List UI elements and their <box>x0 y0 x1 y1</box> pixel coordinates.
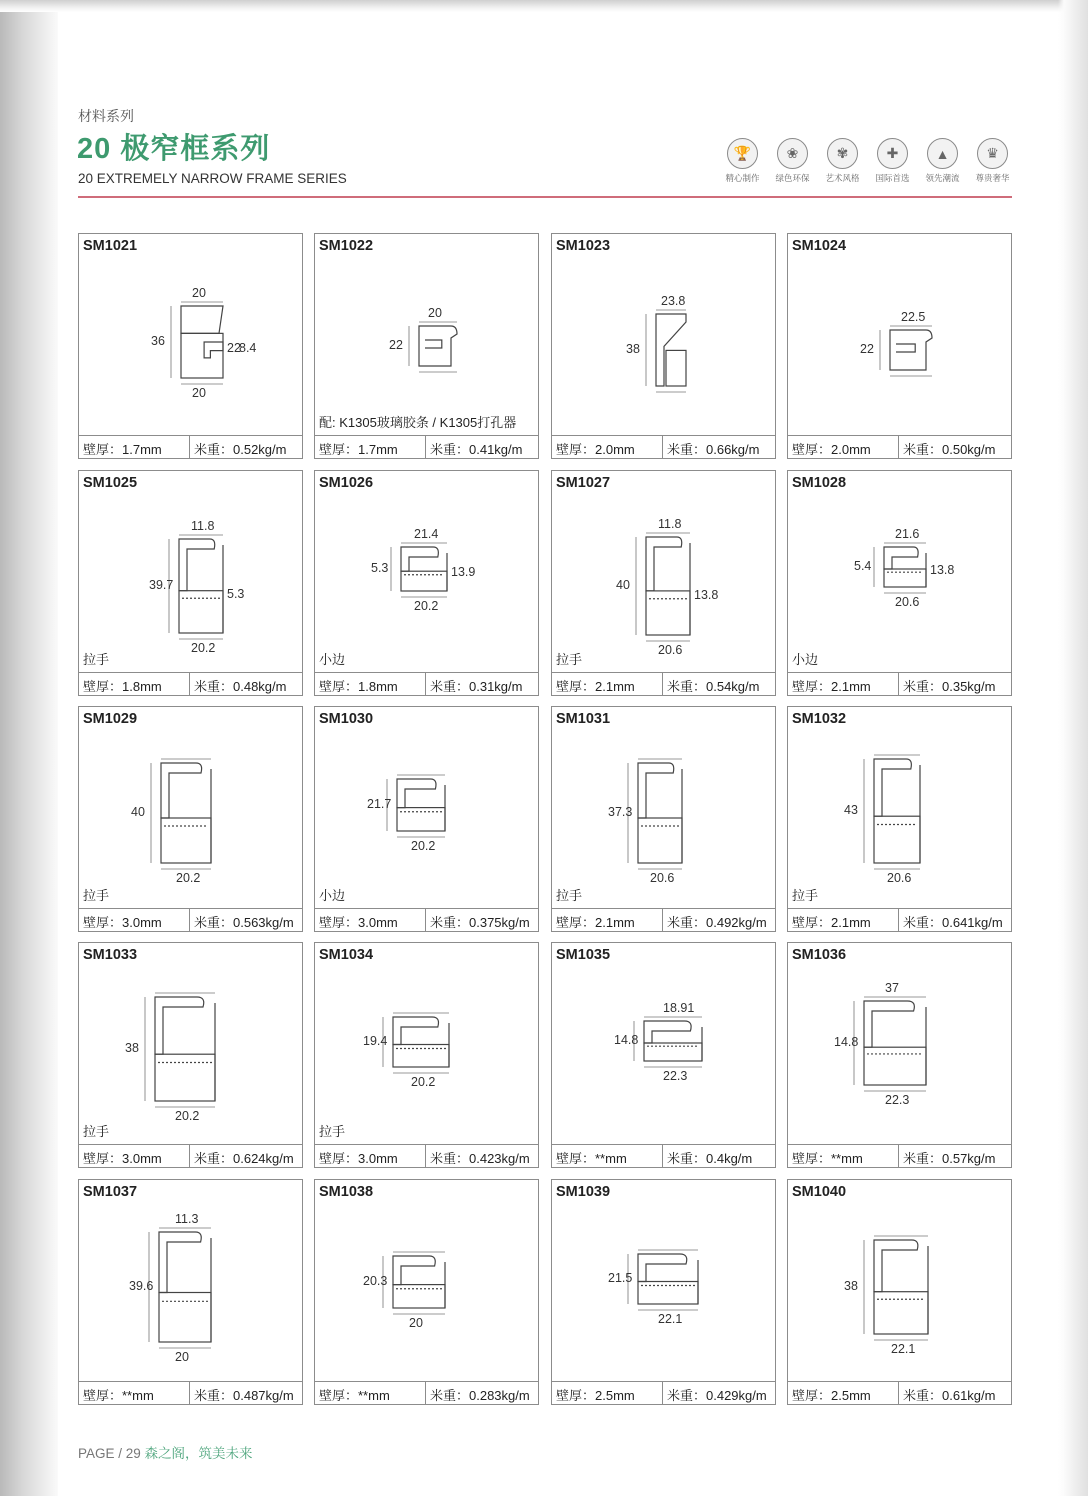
profile-drawing <box>788 943 1013 1143</box>
product-note: 小边 <box>792 652 819 667</box>
dimension-label: 38 <box>844 1279 858 1293</box>
dimension-label: 18.91 <box>663 1001 695 1015</box>
product-card <box>551 706 776 932</box>
meter-weight: 米重：0.641kg/m <box>903 915 1003 930</box>
spec-row <box>552 1144 775 1167</box>
profile-drawing <box>552 234 777 434</box>
dimension-label: 22 <box>860 342 874 356</box>
spec-row <box>788 1144 1011 1167</box>
dimension-label: 21.5 <box>608 1271 633 1285</box>
plant-icon: ✾ <box>827 138 858 169</box>
product-card <box>787 233 1012 459</box>
dimension-label: 38 <box>626 342 640 356</box>
dimension-label: 21.7 <box>367 797 392 811</box>
feature-label: 绿色环保 <box>775 173 810 183</box>
product-card <box>787 1179 1012 1405</box>
profile-drawing <box>79 1180 304 1380</box>
feature-label: 艺术风格 <box>825 173 860 183</box>
wall-thickness: 壁厚：2.1mm <box>552 673 663 695</box>
meter-weight: 米重：0.50kg/m <box>903 442 996 457</box>
product-code: SM1025 <box>83 475 138 491</box>
meter-weight: 米重：0.54kg/m <box>667 679 760 694</box>
product-card <box>787 942 1012 1168</box>
product-note: 小边 <box>319 652 346 667</box>
spec-row <box>552 1381 775 1404</box>
dimension-label: 20.2 <box>176 871 201 885</box>
product-note: 拉手 <box>83 652 110 667</box>
product-card <box>551 470 776 696</box>
wall-thickness: 壁厚：2.0mm <box>552 436 663 458</box>
trophy-icon: 🏆 <box>727 138 758 169</box>
feature-label: 尊贵奢华 <box>975 173 1010 183</box>
dimension-label: 11.3 <box>175 1212 199 1226</box>
product-note: 拉手 <box>556 888 583 903</box>
wall-thickness: 壁厚：3.0mm <box>79 909 190 931</box>
crown-icon: ♛ <box>977 138 1008 169</box>
dimension-label: 22.1 <box>891 1342 916 1356</box>
wall-thickness: 壁厚：1.7mm <box>79 436 190 458</box>
book-binding-shadow <box>0 0 58 1496</box>
dimension-label: 11.8 <box>658 517 682 531</box>
spec-row <box>788 1381 1011 1404</box>
dimension-label: 5.3 <box>227 587 245 602</box>
page-title: 20 极窄框系列 <box>77 133 271 165</box>
profile-drawing <box>788 471 1013 671</box>
profile-drawing <box>79 234 304 434</box>
spec-row <box>79 672 302 695</box>
dimension-label: 20.2 <box>411 1075 436 1089</box>
dimension-label: 38 <box>125 1041 139 1055</box>
dimension-label: 13.8 <box>694 587 719 602</box>
dimension-label: 22.3 <box>663 1069 688 1083</box>
spec-row <box>552 672 775 695</box>
dimension-label: 20.6 <box>895 595 920 609</box>
product-code: SM1023 <box>556 238 611 254</box>
product-card <box>787 470 1012 696</box>
page-number: PAGE / 29 <box>78 1446 141 1461</box>
product-code: SM1039 <box>556 1184 611 1200</box>
feature-plant <box>823 138 862 184</box>
dimension-label: 39.6 <box>129 1279 154 1293</box>
dimension-label: 5.4 <box>854 559 872 573</box>
spec-row <box>552 908 775 931</box>
wall-thickness: 壁厚：**mm <box>788 1145 899 1167</box>
product-card <box>78 706 303 932</box>
product-code: SM1036 <box>792 947 847 963</box>
product-note: 拉手 <box>556 652 583 667</box>
wall-thickness: 壁厚：**mm <box>552 1145 663 1167</box>
profile-drawing <box>315 1180 540 1380</box>
profile-drawing <box>315 234 540 434</box>
meter-weight: 米重：0.57kg/m <box>903 1151 996 1166</box>
dimension-label: 20 <box>192 386 206 400</box>
product-card <box>314 233 539 459</box>
dimension-label: 43 <box>844 803 858 817</box>
dimension-label: 21.4 <box>414 527 439 541</box>
dimension-label: 20.2 <box>175 1109 200 1123</box>
product-card <box>78 470 303 696</box>
dimension-label: 21.6 <box>895 527 920 541</box>
wall-thickness: 壁厚：2.5mm <box>552 1382 663 1404</box>
product-card <box>551 942 776 1168</box>
product-code: SM1032 <box>792 711 847 727</box>
spec-row <box>315 672 538 695</box>
meter-weight: 米重：0.563kg/m <box>194 915 294 930</box>
product-card <box>78 1179 303 1405</box>
spec-row <box>315 435 538 458</box>
feature-label: 精心制作 <box>725 173 760 183</box>
profile-drawing <box>552 1180 777 1380</box>
dimension-label: 22.1 <box>658 1312 683 1326</box>
wall-thickness: 壁厚：2.5mm <box>788 1382 899 1404</box>
globe-icon: ✚ <box>877 138 908 169</box>
meter-weight: 米重：0.66kg/m <box>667 442 760 457</box>
dimension-label: 20 <box>409 1316 423 1330</box>
product-card <box>314 1179 539 1405</box>
product-card <box>78 942 303 1168</box>
meter-weight: 米重：0.487kg/m <box>194 1388 294 1403</box>
wall-thickness: 壁厚：3.0mm <box>315 909 426 931</box>
feature-leaf <box>773 138 812 184</box>
product-card <box>551 233 776 459</box>
feature-icons <box>723 138 1012 184</box>
profile-drawing <box>315 471 540 671</box>
dimension-label: 22 <box>389 338 403 352</box>
product-code: SM1024 <box>792 238 847 254</box>
feature-crown <box>973 138 1012 184</box>
dimension-label: 20.2 <box>414 599 439 613</box>
page-top-edge <box>0 0 1088 12</box>
mountain-icon: ▲ <box>927 138 958 169</box>
spec-row <box>552 435 775 458</box>
product-code: SM1021 <box>83 238 138 254</box>
meter-weight: 米重：0.375kg/m <box>430 915 530 930</box>
product-code: SM1035 <box>556 947 611 963</box>
wall-thickness: 壁厚：1.8mm <box>315 673 426 695</box>
dimension-label: 22.3 <box>885 1093 910 1107</box>
product-code: SM1030 <box>319 711 374 727</box>
product-code: SM1027 <box>556 475 611 491</box>
product-note: 拉手 <box>83 1124 110 1139</box>
dimension-label: 13.9 <box>451 565 476 580</box>
dimension-label: 11.8 <box>191 519 215 533</box>
feature-label: 领先潮流 <box>925 173 960 183</box>
meter-weight: 米重：0.52kg/m <box>194 442 287 457</box>
dimension-label: 20 <box>192 286 206 300</box>
spec-row <box>788 672 1011 695</box>
meter-weight: 米重：0.423kg/m <box>430 1151 530 1166</box>
wall-thickness: 壁厚：3.0mm <box>79 1145 190 1167</box>
product-card <box>314 706 539 932</box>
dimension-label: 20.6 <box>887 871 912 885</box>
dimension-label: 5.3 <box>371 561 389 575</box>
dimension-label: 22.5 <box>901 310 926 324</box>
meter-weight: 米重：0.41kg/m <box>430 442 523 457</box>
spec-row <box>315 908 538 931</box>
product-card <box>551 1179 776 1405</box>
spec-row <box>788 908 1011 931</box>
dimension-label: 37 <box>885 981 899 995</box>
profile-drawing <box>552 471 777 671</box>
wall-thickness: 壁厚：1.8mm <box>79 673 190 695</box>
wall-thickness: 壁厚：2.1mm <box>788 673 899 695</box>
product-note: 拉手 <box>319 1124 346 1139</box>
spec-row <box>315 1144 538 1167</box>
product-code: SM1034 <box>319 947 374 963</box>
dimension-label: 8.4 <box>239 341 257 356</box>
dimension-label: 20 <box>175 1350 189 1364</box>
meter-weight: 米重：0.283kg/m <box>430 1388 530 1403</box>
product-note: 配: K1305玻璃胶条 / K1305打孔器 <box>319 415 517 430</box>
meter-weight: 米重：0.624kg/m <box>194 1151 294 1166</box>
feature-trophy <box>723 138 762 184</box>
product-card <box>78 233 303 459</box>
meter-weight: 米重：0.31kg/m <box>430 679 523 694</box>
spec-row <box>79 1381 302 1404</box>
dimension-label: 20.2 <box>411 839 436 853</box>
product-code: SM1028 <box>792 475 847 491</box>
feature-label: 国际首选 <box>875 173 910 183</box>
wall-thickness: 壁厚：2.1mm <box>552 909 663 931</box>
dimension-label: 39.7 <box>149 578 174 592</box>
meter-weight: 米重：0.61kg/m <box>903 1388 996 1403</box>
meter-weight: 米重：0.48kg/m <box>194 679 287 694</box>
page-footer <box>78 1442 253 1462</box>
footer-slogan: 森之阁，筑美未来 <box>144 1446 253 1461</box>
dimension-label: 37.3 <box>608 805 633 819</box>
wall-thickness: 壁厚：3.0mm <box>315 1145 426 1167</box>
page-right-edge <box>1058 0 1088 1496</box>
category-label: 材料系列 <box>78 108 134 124</box>
profile-drawing <box>788 234 1013 434</box>
wall-thickness: 壁厚：**mm <box>79 1382 190 1404</box>
spec-row <box>79 435 302 458</box>
spec-row <box>315 1381 538 1404</box>
spec-row <box>79 1144 302 1167</box>
spec-row <box>788 435 1011 458</box>
meter-weight: 米重：0.492kg/m <box>667 915 767 930</box>
product-note: 拉手 <box>792 888 819 903</box>
feature-globe <box>873 138 912 184</box>
product-card <box>314 942 539 1168</box>
product-code: SM1033 <box>83 947 138 963</box>
leaf-icon: ❀ <box>777 138 808 169</box>
dimension-label: 19.4 <box>363 1034 388 1048</box>
page-subtitle: 20 EXTREMELY NARROW FRAME SERIES <box>78 171 347 186</box>
dimension-label: 20.6 <box>650 871 675 885</box>
meter-weight: 米重：0.35kg/m <box>903 679 996 694</box>
dimension-label: 20 <box>428 306 442 320</box>
dimension-label: 14.8 <box>614 1033 639 1047</box>
wall-thickness: 壁厚：**mm <box>315 1382 426 1404</box>
meter-weight: 米重：0.429kg/m <box>667 1388 767 1403</box>
spec-row <box>79 908 302 931</box>
dimension-label: 20.6 <box>658 643 683 657</box>
profile-drawing <box>315 707 540 907</box>
product-card <box>314 470 539 696</box>
meter-weight: 米重：0.4kg/m <box>667 1151 753 1166</box>
product-code: SM1037 <box>83 1184 138 1200</box>
product-card <box>787 706 1012 932</box>
product-code: SM1022 <box>319 238 374 254</box>
product-code: SM1031 <box>556 711 611 727</box>
wall-thickness: 壁厚：2.0mm <box>788 436 899 458</box>
product-code: SM1038 <box>319 1184 374 1200</box>
dimension-label: 40 <box>131 805 145 819</box>
profile-drawing <box>315 943 540 1143</box>
profile-drawing <box>552 943 777 1143</box>
product-note: 拉手 <box>83 888 110 903</box>
header-divider <box>78 196 1012 198</box>
product-code: SM1029 <box>83 711 138 727</box>
dimension-label: 40 <box>616 578 630 592</box>
dimension-label: 36 <box>151 334 165 348</box>
dimension-label: 22 <box>227 341 241 356</box>
dimension-label: 14.8 <box>834 1035 859 1049</box>
dimension-label: 13.8 <box>930 563 955 577</box>
dimension-label: 23.8 <box>661 294 686 308</box>
wall-thickness: 壁厚：1.7mm <box>315 436 426 458</box>
dimension-label: 20.2 <box>191 641 216 655</box>
product-code: SM1040 <box>792 1184 847 1200</box>
feature-mountain <box>923 138 962 184</box>
wall-thickness: 壁厚：2.1mm <box>788 909 899 931</box>
product-note: 小边 <box>319 888 346 903</box>
dimension-label: 20.3 <box>363 1274 388 1288</box>
product-code: SM1026 <box>319 475 374 491</box>
